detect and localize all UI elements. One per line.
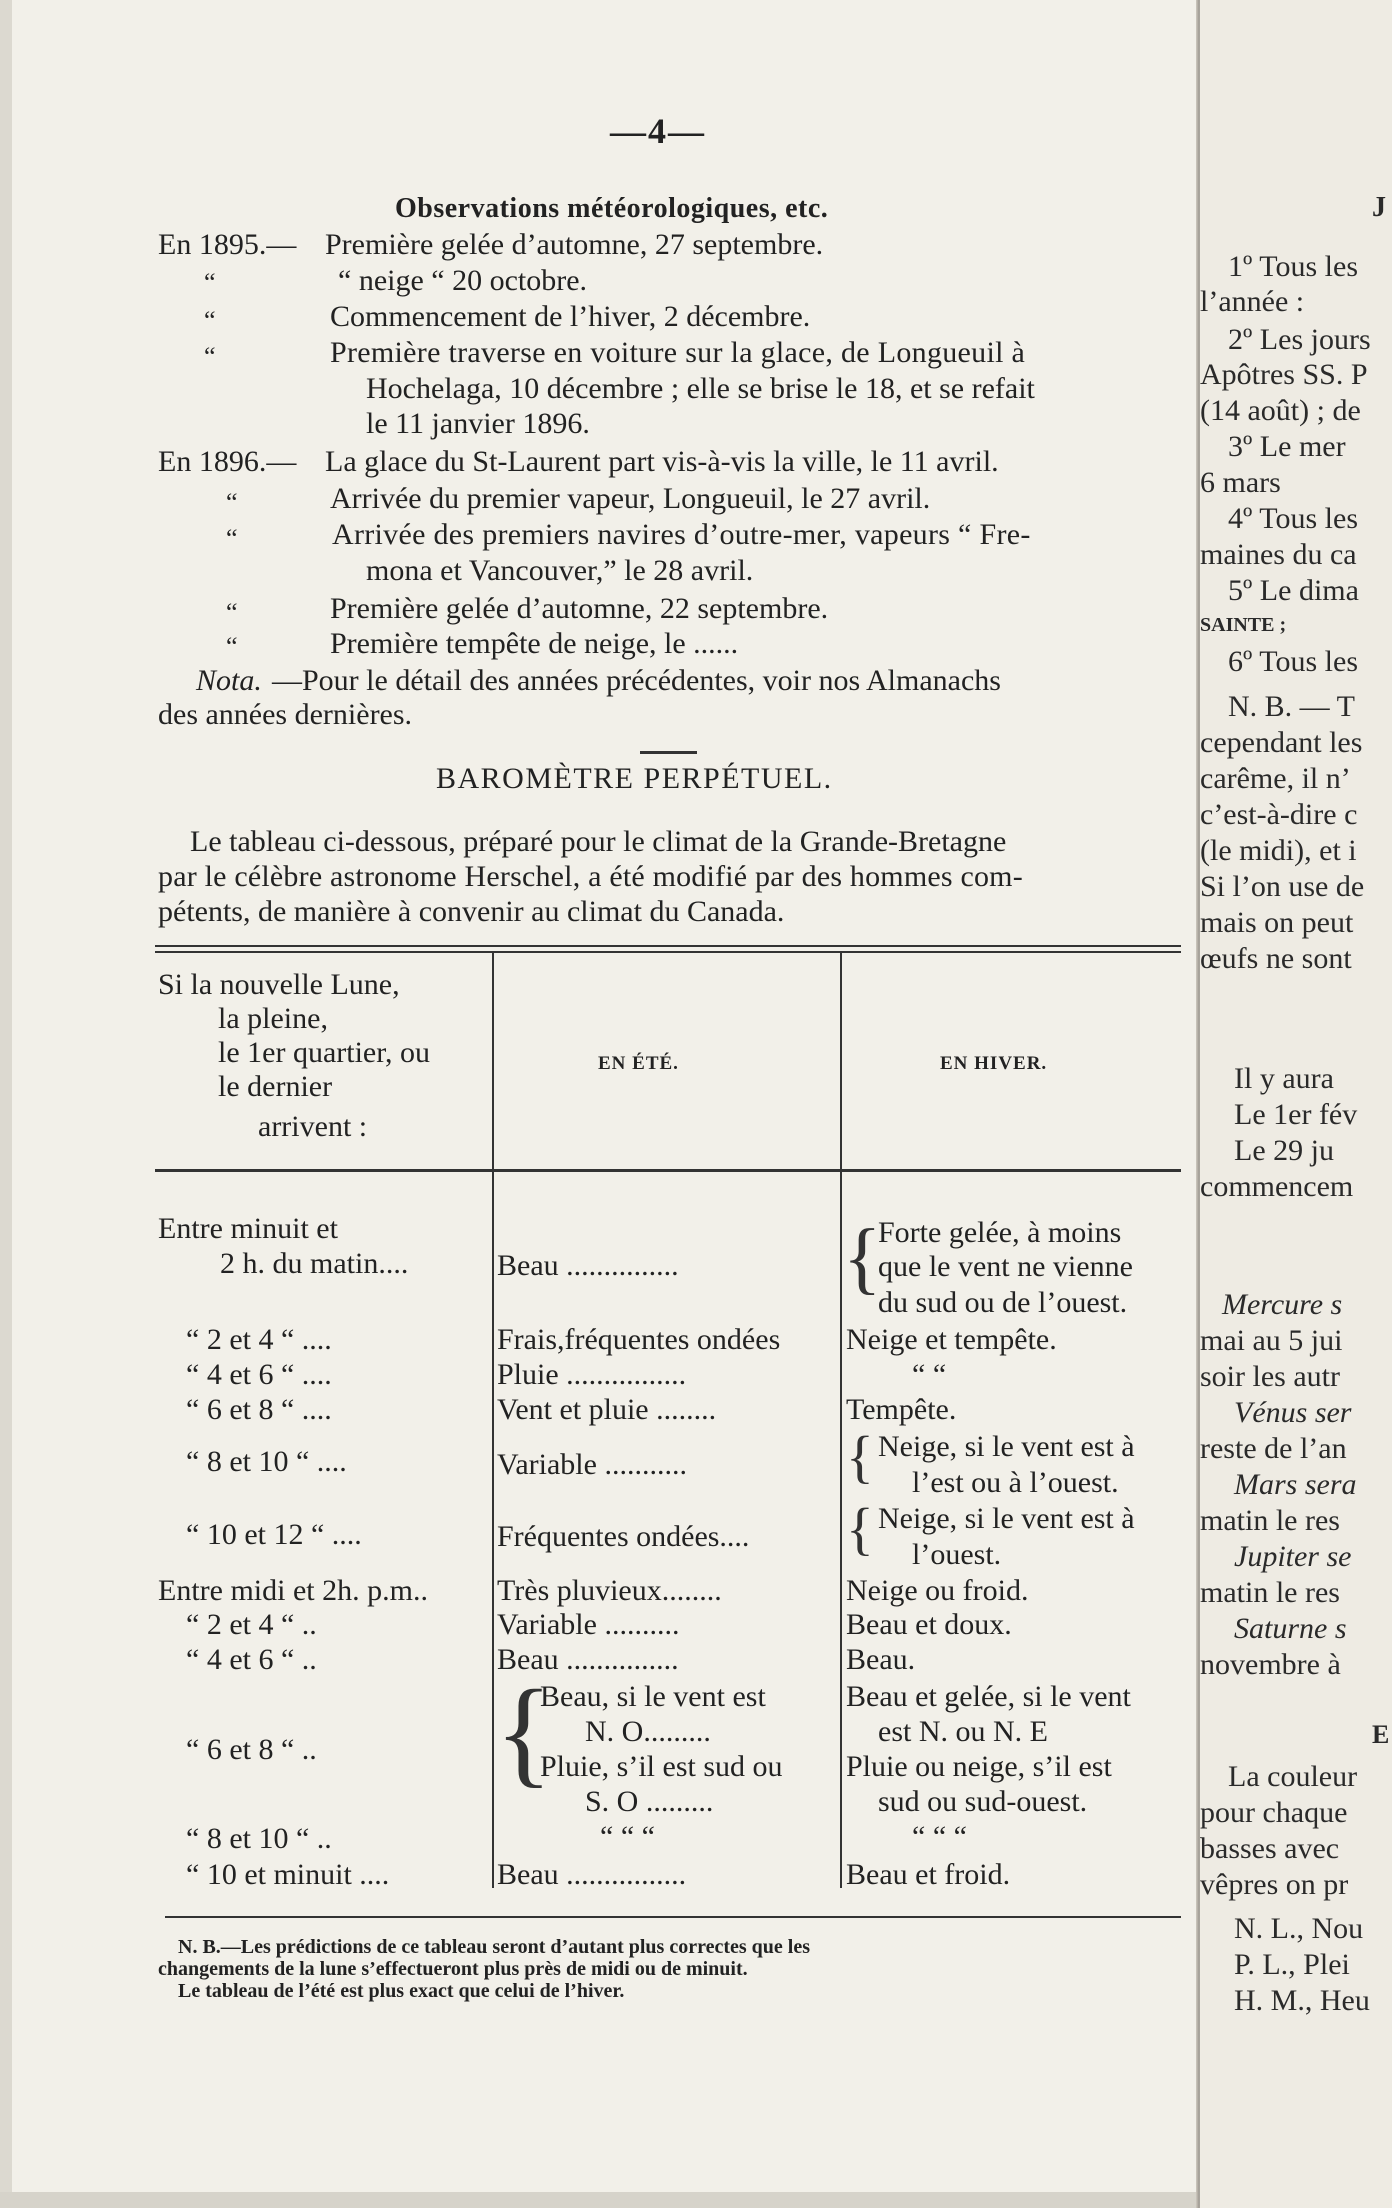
facing-text: 3º Le mer (1228, 430, 1346, 463)
obs-ditto: “ (226, 524, 238, 553)
obs-text: Première gelée d’automne, 27 septembre. (325, 228, 824, 261)
row-hiver: Neige, si le vent est à (878, 1502, 1135, 1535)
row-ete: Beau ................ (497, 1858, 687, 1891)
obs-ditto: “ (204, 342, 216, 371)
facing-text: 4º Tous les (1228, 502, 1358, 535)
facing-text: reste de l’an (1200, 1432, 1347, 1465)
row-hiver: l’est ou à l’ouest. (912, 1466, 1119, 1499)
obs-prefix: En 1896.— (158, 445, 297, 478)
row-ete: S. O ......... (585, 1785, 714, 1818)
facing-text: 2º Les jours (1228, 323, 1371, 356)
brace-glyph: { (843, 1214, 882, 1302)
row-time: “ 6 et 8 “ .. (186, 1733, 317, 1766)
section-heading: Observations météorologiques, etc. (395, 193, 829, 224)
facing-text: matin le res (1200, 1576, 1340, 1609)
nota-label: Nota. (196, 664, 262, 697)
header-col1: arrivent : (258, 1110, 368, 1143)
facing-text: maines du ca (1200, 538, 1357, 571)
row-hiver: Beau et doux. (846, 1608, 1012, 1641)
facing-text: l’année : (1200, 285, 1305, 318)
row-ete: “ “ “ (600, 1820, 655, 1853)
row-hiver: “ “ “ (912, 1820, 967, 1853)
obs-ditto: “ (226, 632, 238, 661)
row-time: “ 10 et minuit .... (186, 1858, 390, 1891)
facing-text: 6 mars (1200, 466, 1281, 499)
row-hiver: est N. ou N. E (878, 1715, 1048, 1748)
row-time: “ 8 et 10 “ .. (186, 1822, 332, 1855)
row-hiver: sud ou sud-ouest. (878, 1785, 1088, 1818)
row-hiver: Pluie ou neige, s’il est (846, 1750, 1112, 1783)
table-bottom-rule (165, 1916, 1181, 1918)
row-ete: Frais,fréquentes ondées (497, 1323, 781, 1356)
facing-text: Il y aura (1234, 1062, 1334, 1095)
facing-text: carême, il n’ (1200, 762, 1351, 795)
obs-text: “ neige “ 20 octobre. (338, 264, 588, 297)
obs-text: Arrivée du premier vapeur, Longueuil, le 27 avril. (330, 482, 931, 515)
obs-text: Première gelée d’automne, 22 septembre. (330, 592, 829, 625)
facing-text: Saturne s (1234, 1612, 1347, 1645)
facing-text: Vénus ser (1234, 1396, 1352, 1429)
brace-glyph: { (846, 1496, 874, 1561)
facing-text: novembre à (1200, 1648, 1341, 1681)
row-ete: Très pluvieux........ (497, 1574, 722, 1607)
facing-text: mais on peut (1200, 906, 1354, 939)
nota-text-2: des années dernières. (158, 698, 413, 731)
header-ete: EN ÉTÉ. (598, 1053, 679, 1074)
facing-text: P. L., Plei (1234, 1948, 1350, 1981)
row-ete: Vent et pluie ........ (497, 1393, 717, 1426)
obs-ditto: “ (204, 268, 216, 297)
facing-text: La couleur (1228, 1760, 1358, 1793)
facing-text: vêpres on pr (1200, 1868, 1349, 1901)
row-ete: Variable .......... (497, 1608, 680, 1641)
facing-text: 1º Tous les (1228, 250, 1358, 283)
row-time: “ 2 et 4 “ .... (186, 1323, 332, 1356)
table-header-rule (155, 1169, 1181, 1172)
barometre-title: BAROMÈTRE PERPÉTUEL. (436, 762, 833, 795)
facing-text: Le 29 ju (1234, 1134, 1334, 1167)
row-ete: Beau ............... (497, 1643, 679, 1676)
row-time: Entre midi et 2h. p.m.. (158, 1574, 428, 1607)
obs-text: mona et Vancouver,” le 28 avril. (366, 554, 754, 587)
obs-text: le 11 janvier 1896. (366, 407, 590, 440)
header-col1: la pleine, (218, 1002, 328, 1035)
facing-text: Si l’on use de (1200, 870, 1365, 903)
obs-ditto: “ (226, 598, 238, 627)
facing-text: E (1372, 1720, 1390, 1749)
row-time: “ 4 et 6 “ .. (186, 1643, 317, 1676)
facing-text: mai au 5 jui (1200, 1324, 1343, 1357)
obs-prefix: En 1895.— (158, 228, 297, 261)
facing-text: commencem (1200, 1170, 1354, 1203)
facing-page-fragment (1200, 0, 1392, 2208)
row-time: “ 6 et 8 “ .... (186, 1393, 332, 1426)
row-hiver: Forte gelée, à moins (878, 1216, 1122, 1249)
facing-text: H. M., Heu (1234, 1984, 1370, 2017)
page-edge-left (0, 0, 12, 2208)
facing-text: 5º Le dima (1228, 574, 1359, 607)
facing-text: J (1372, 192, 1386, 223)
row-time: “ 4 et 6 “ .... (186, 1358, 332, 1391)
facing-text: Apôtres SS. P (1200, 358, 1368, 391)
row-hiver: Beau et froid. (846, 1858, 1011, 1891)
page-edge-bottom (0, 2192, 1392, 2208)
obs-text: Première traverse en voiture sur la glace, de Longueuil à (330, 336, 1026, 369)
row-time: “ 8 et 10 “ .... (186, 1445, 347, 1478)
nota-text: —Pour le détail des années précédentes, voir nos Almanachs (272, 664, 1001, 697)
row-time: “ 10 et 12 “ .... (186, 1518, 362, 1551)
row-ete: Fréquentes ondées.... (497, 1520, 750, 1553)
row-hiver: que le vent ne vienne (878, 1250, 1133, 1283)
intro-line: pétents, de manière à convenir au climat du Canada. (158, 895, 785, 928)
row-hiver: du sud ou de l’ouest. (878, 1286, 1128, 1319)
row-ete: Pluie, s’il est sud ou (540, 1750, 783, 1783)
obs-ditto: “ (226, 488, 238, 517)
row-hiver: Beau et gelée, si le vent (846, 1680, 1131, 1713)
row-ete: N. O......... (585, 1715, 711, 1748)
row-ete: Beau, si le vent est (540, 1680, 766, 1713)
intro-line: par le célèbre astronome Herschel, a été modifié par des hommes com- (158, 860, 1023, 893)
facing-text: N. L., Nou (1234, 1912, 1364, 1945)
table-top-rule (155, 951, 1181, 953)
obs-text: La glace du St-Laurent part vis-à-vis la ville, le 11 avril. (325, 445, 999, 478)
obs-text: Première tempête de neige, le ...... (330, 627, 739, 660)
row-hiver: Tempête. (846, 1393, 957, 1426)
short-divider (640, 751, 697, 754)
obs-ditto: “ (204, 306, 216, 335)
facing-text: c’est-à-dire c (1200, 798, 1358, 831)
row-hiver: Beau. (846, 1643, 916, 1676)
row-ete: Variable ........... (497, 1448, 687, 1481)
facing-text: cependant les (1200, 726, 1363, 759)
table-top-rule (155, 945, 1181, 947)
facing-text: Mercure s (1222, 1288, 1343, 1321)
row-hiver: Neige et tempête. (846, 1323, 1057, 1356)
facing-text: N. B. — T (1228, 690, 1355, 723)
facing-text: (14 août) ; de (1200, 394, 1361, 427)
row-time: Entre minuit et (158, 1212, 338, 1245)
header-col1: Si la nouvelle Lune, (158, 968, 400, 1001)
header-hiver: EN HIVER. (940, 1053, 1048, 1074)
facing-text: Mars sera (1234, 1468, 1357, 1501)
footnote-line: Le tableau de l’été est plus exact que celui de l’hiver. (178, 1980, 625, 2002)
row-hiver: l’ouest. (912, 1538, 1002, 1571)
facing-text: Jupiter se (1234, 1540, 1352, 1573)
brace-glyph: { (495, 1665, 553, 1798)
row-hiver: Neige, si le vent est à (878, 1430, 1135, 1463)
row-hiver: “ “ (912, 1358, 947, 1391)
footnote-line: N. B.—Les prédictions de ce tableau seront d’autant plus correctes que les (178, 1936, 811, 1958)
obs-text: Hochelaga, 10 décembre ; elle se brise le 18, et se refait (366, 372, 1035, 405)
header-col1: le dernier (218, 1070, 333, 1103)
facing-text: (le midi), et i (1200, 834, 1357, 867)
intro-line: Le tableau ci-dessous, préparé pour le climat de la Grande-Bretagne (190, 825, 1007, 858)
row-hiver: Neige ou froid. (846, 1574, 1029, 1607)
header-col1: le 1er quartier, ou (218, 1036, 431, 1069)
facing-text: soir les autr (1200, 1360, 1340, 1393)
facing-text: basses avec (1200, 1832, 1340, 1865)
facing-text: œufs ne sont (1200, 942, 1352, 975)
footnote-line: changements de la lune s’effectueront plus près de midi ou de minuit. (158, 1958, 748, 1980)
page-number: —4— (610, 111, 706, 151)
facing-text: 6º Tous les (1228, 645, 1358, 678)
facing-text: matin le res (1200, 1504, 1340, 1537)
facing-text: SAINTE ; (1200, 614, 1287, 636)
row-ete: Pluie ................ (497, 1358, 687, 1391)
obs-text: Commencement de l’hiver, 2 décembre. (330, 300, 811, 333)
brace-glyph: { (846, 1424, 874, 1489)
row-ete: Beau ............... (497, 1249, 679, 1282)
column-divider (492, 953, 494, 1888)
obs-text: Arrivée des premiers navires d’outre-mer, vapeurs “ Fre- (332, 518, 1031, 551)
facing-text: pour chaque (1200, 1796, 1348, 1829)
row-time: “ 2 et 4 “ .. (186, 1608, 317, 1641)
row-time: 2 h. du matin.... (220, 1247, 409, 1280)
facing-text: Le 1er fév (1234, 1098, 1358, 1131)
column-divider (840, 953, 842, 1888)
